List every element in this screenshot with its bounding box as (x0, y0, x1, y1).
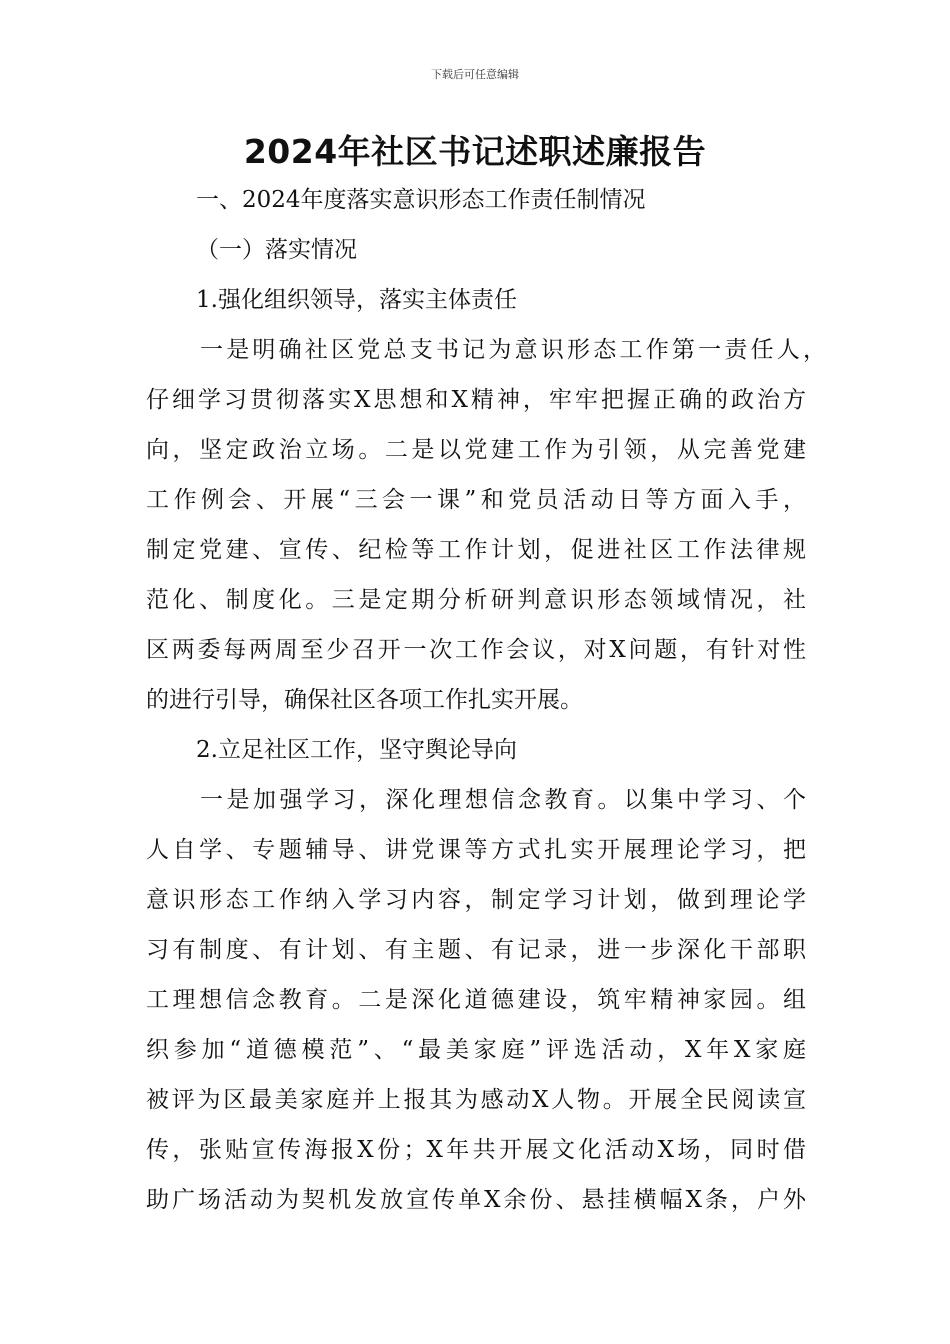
item-heading-2: 2.立足社区工作，坚守舆论导向 (196, 737, 517, 763)
paragraph-line: 被评为区最美家庭并上报其为感动X人物。开展全民阅读宣 (146, 1087, 806, 1113)
paragraph-line: 向，坚定政治立场。二是以党建工作为引领，从完善党建 (146, 437, 806, 463)
paragraph-line: 一是加强学习，深化理想信念教育。以集中学习、个 (200, 787, 806, 813)
paragraph-line: 助广场活动为契机发放宣传单X余份、悬挂横幅X条，户外 (146, 1187, 806, 1213)
paragraph-line: 织参加“道德模范”、“最美家庭”评选活动，X年X家庭 (146, 1037, 806, 1063)
paragraph-line: 仔细学习贯彻落实X思想和X精神，牢牢把握正确的政治方 (146, 387, 806, 413)
paragraph-line: 意识形态工作纳入学习内容，制定学习计划，做到理论学 (146, 887, 806, 913)
paragraph-line: 的进行引导，确保社区各项工作扎实开展。 (146, 687, 583, 713)
paragraph-line: 一是明确社区党总支书记为意识形态工作第一责任人， (200, 337, 826, 363)
paragraph-line: 工理想信念教育。二是深化道德建设，筑牢精神家园。组 (146, 987, 806, 1013)
paragraph-line: 范化、制度化。三是定期分析研判意识形态领域情况，社 (146, 587, 806, 613)
paragraph-line: 工作例会、开展“三会一课”和党员活动日等方面入手， (146, 487, 806, 513)
item-heading-1: 1.强化组织领导，落实主体责任 (196, 287, 517, 313)
document-title: 2024年社区书记述职述廉报告 (243, 132, 707, 171)
paragraph-line: 传，张贴宣传海报X份；X年共开展文化活动X场，同时借 (146, 1137, 806, 1163)
paragraph-line: 区两委每两周至少召开一次工作会议，对X问题，有针对性 (146, 637, 806, 663)
paragraph-line: 制定党建、宣传、纪检等工作计划，促进社区工作法律规 (146, 537, 806, 563)
subsection-heading-1: （一）落实情况 (196, 237, 357, 263)
header-note: 下载后可任意编辑 (431, 68, 519, 81)
paragraph-line: 人自学、专题辅导、讲党课等方式扎实开展理论学习，把 (146, 837, 806, 863)
paragraph-line: 习有制度、有计划、有主题、有记录，进一步深化干部职 (146, 937, 806, 963)
section-heading-1: 一、2024年度落实意识形态工作责任制情况 (196, 187, 646, 213)
